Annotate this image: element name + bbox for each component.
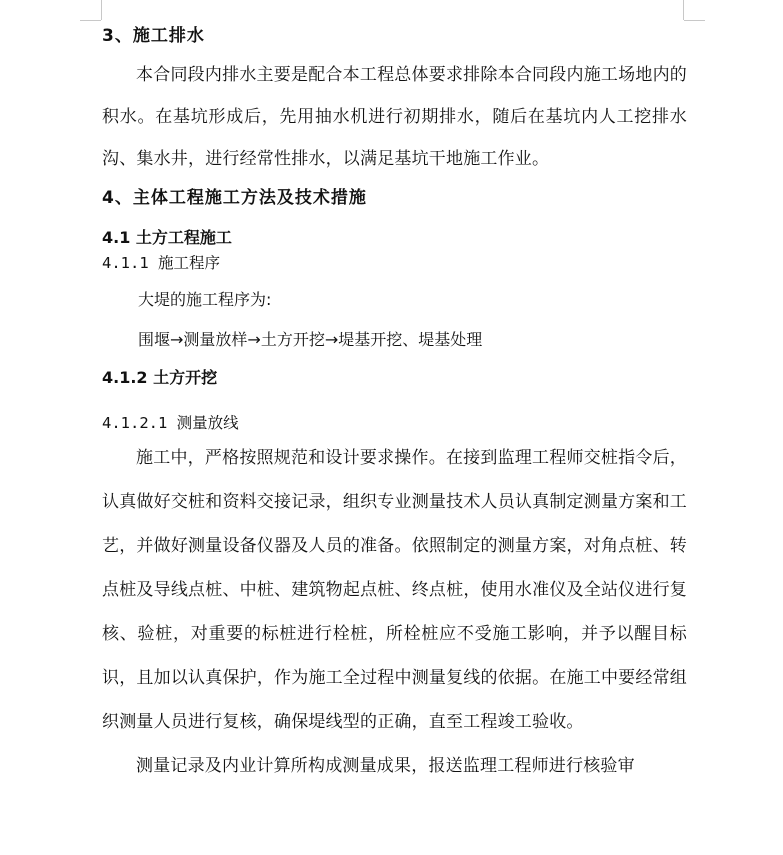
- heading-section-4: 4、主体工程施工方法及技术措施: [102, 188, 367, 208]
- construction-sequence: 围堰→测量放样→土方开挖→堤基开挖、堤基处理: [138, 330, 483, 349]
- paragraph-drainage: 本合同段内排水主要是配合本工程总体要求排除本合同段内施工场地内的积水。在基坑形成后，先用抽水机进行初期排水，随后在基坑内人工挖排水沟、集水井，进行经常性排水，以满足基坑干地施工作业。: [102, 65, 687, 169]
- crop-mark-top-right-vertical: [683, 0, 684, 20]
- construction-sequence-intro: 大堤的施工程序为:: [138, 290, 272, 309]
- paragraph-survey: 施工中，严格按照规范和设计要求操作。在接到监理工程师交桩指令后，认真做好交桩和资料交接记录，组织专业测量技术人员认真制定测量方案和工艺，并做好测量设备仪器及人员的准备。依照制定的测量方案，对角点桩、转点桩及导线点桩、中桩、建筑物起点桩、终点桩，使用水准仪及全站仪进行复核、验桩，对重要的标桩进行栓桩，所栓桩应不受施工影响，并予以醒目标识，且加以认真保护，作为施工全过程中测量复线的依据。在施工中要经常组织测量人员进行复核，确保堤线型的正确，直至工程竣工验收。: [102, 448, 687, 732]
- heading-4-1-1: 4.1.1 施工程序: [102, 254, 220, 272]
- paragraph-survey-records: 测量记录及内业计算所构成测量成果，报送监理工程师进行核验审: [136, 756, 635, 776]
- heading-4-1-2-1: 4.1.2.1 测量放线: [102, 414, 239, 432]
- heading-4-1-2: 4.1.2 土方开挖: [102, 368, 218, 387]
- crop-mark-top-left-vertical: [101, 0, 102, 20]
- heading-section-3: 3、施工排水: [102, 26, 205, 46]
- document-body: [102, 18, 687, 788]
- crop-mark-top-right-horizontal: [684, 20, 705, 21]
- heading-4-1: 4.1 土方工程施工: [102, 228, 232, 247]
- crop-mark-top-left-horizontal: [80, 20, 101, 21]
